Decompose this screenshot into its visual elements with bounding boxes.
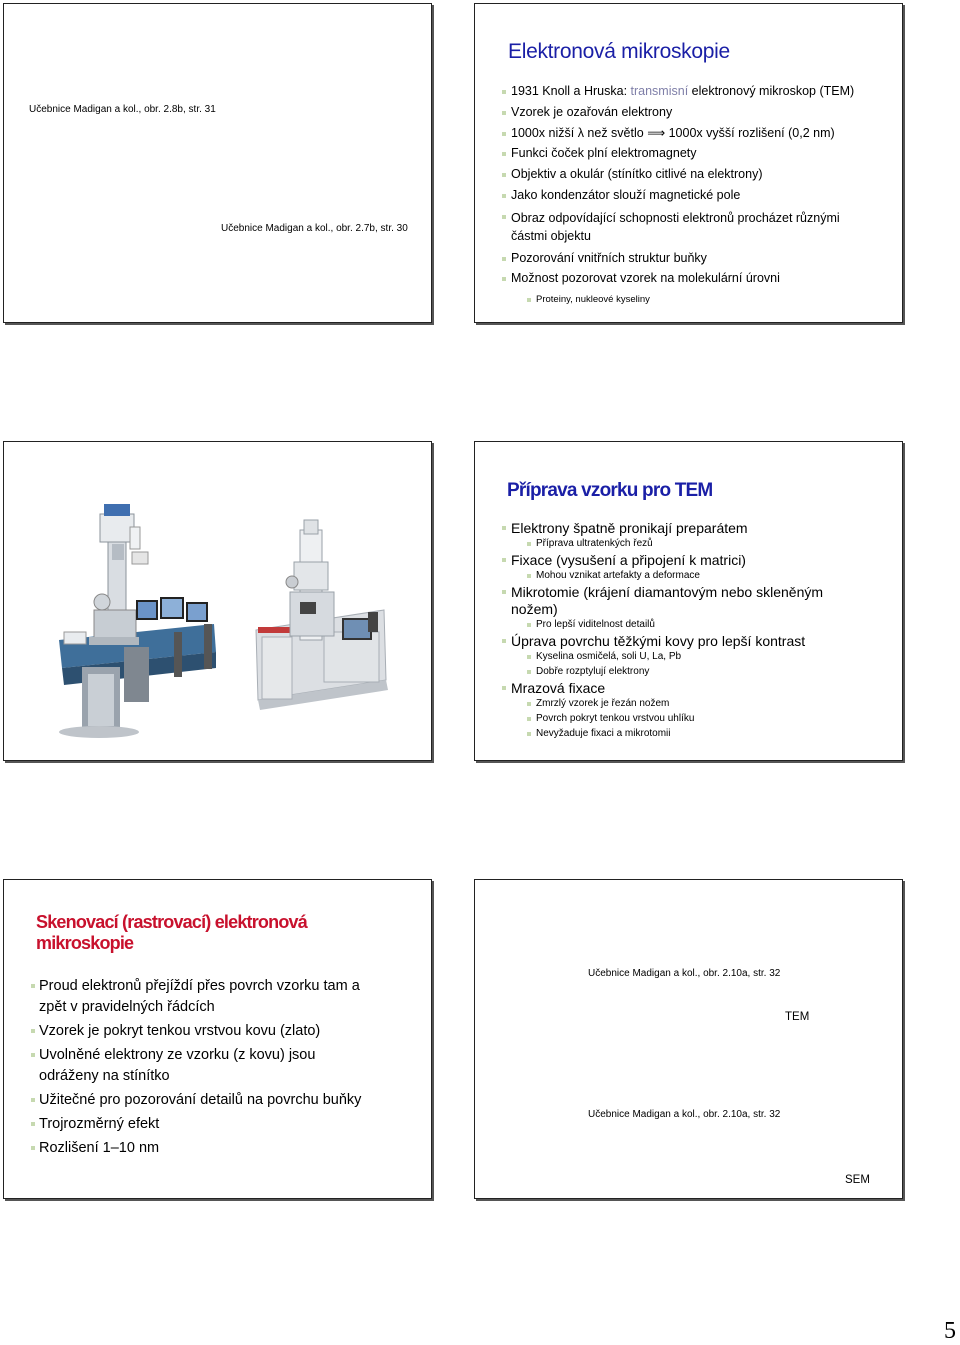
list-subitem: Zmrzlý vzorek je řezán nožem <box>527 697 897 711</box>
bullet-list <box>31 976 391 1162</box>
slide-title: Příprava vzorku pro TEM <box>507 480 713 501</box>
list-item: Elektrony špatně pronikají preparátem <box>502 520 897 537</box>
microscope-left-image <box>59 504 216 738</box>
list-subitem: Kyselina osmičelá, soli U, La, Pb <box>527 650 897 664</box>
list-item: Vzorek je ozařován elektrony <box>502 105 897 120</box>
list-subitem: Příprava ultratenkých řezů <box>527 537 897 551</box>
list-subitem: Dobře rozptylují elektrony <box>527 665 897 679</box>
figure-caption-bottom: Učebnice Madigan a kol., obr. 2.7b, str. 30 <box>221 223 408 234</box>
list-item: Rozlišení 1–10 nm <box>31 1138 391 1159</box>
slide-scanning-em <box>3 879 432 1199</box>
list-item: Proud elektronů přejíždí přes povrch vzorku tam a zpět v pravidelných řádcích <box>31 976 391 1018</box>
list-item: Vzorek je pokryt tenkou vrstvou kovu (zlato) <box>31 1021 391 1042</box>
list-item: Funkci čoček plní elektromagnety <box>502 146 897 161</box>
list-item: Užitečné pro pozorování detailů na povrchu buňky <box>31 1090 391 1111</box>
list-item: Pozorování vnitřních struktur buňky <box>502 251 897 266</box>
figure-caption-top: Učebnice Madigan a kol., obr. 2.8b, str. 31 <box>29 104 216 115</box>
figure-caption-sem: Učebnice Madigan a kol., obr. 2.10a, str. 32 <box>588 1109 781 1120</box>
slide-title: Elektronová mikroskopie <box>508 40 730 63</box>
slide-electron-microscopy <box>474 3 903 323</box>
list-item: Objektiv a okulár (stínítko citlivé na elektrony) <box>502 167 897 182</box>
list-item: Možnost pozorovat vzorek na molekulární úrovni <box>502 271 897 286</box>
slide-microscope-photos <box>3 441 432 761</box>
list-subitem: Pro lepší viditelnost detailů <box>527 618 897 632</box>
list-item: Mikrotomie (krájení diamantovým nebo skleněným nožem) <box>502 584 871 618</box>
slide-tem-sem-figures <box>474 879 903 1199</box>
figure-caption-tem: Učebnice Madigan a kol., obr. 2.10a, str. 32 <box>588 968 781 979</box>
list-item: Obraz odpovídající schopnosti elektronů procházet různými částmi objektu <box>502 209 871 245</box>
list-subitem: Povrch pokryt tenkou vrstvou uhlíku <box>527 712 897 726</box>
microscope-images <box>4 442 431 760</box>
slide-title: Skenovací (rastrovací) elektronová mikroskopie <box>36 912 307 953</box>
sem-label: SEM <box>845 1174 870 1186</box>
list-item: Uvolněné elektrony ze vzorku (z kovu) jsou odráženy na stínítko <box>31 1045 339 1087</box>
list-item: Trojrozměrný efekt <box>31 1114 391 1135</box>
list-item: Jako kondenzátor slouží magnetické pole <box>502 188 897 203</box>
list-item: 1931 Knoll a Hruska: transmisní elektronový mikroskop (TEM) <box>502 84 897 99</box>
microscope-right-image <box>256 520 388 710</box>
list-item: Úprava povrchu těžkými kovy pro lepší kontrast <box>502 633 897 650</box>
bullet-list <box>502 84 897 313</box>
list-subitem: Nevyžaduje fixaci a mikrotomii <box>527 727 897 741</box>
list-item: Mrazová fixace <box>502 680 897 697</box>
page-number: 5 <box>944 1318 956 1344</box>
list-subitem: Proteiny, nukleové kyseliny <box>527 292 897 307</box>
tem-label: TEM <box>785 1011 810 1023</box>
implies-arrow-icon: ⟹ <box>647 125 666 140</box>
bullet-list <box>502 520 897 742</box>
list-item: 1000x nižší λ než světlo ⟹ 1000x vyšší rozlišení (0,2 nm) <box>502 126 897 141</box>
slide-tem-sample-prep <box>474 441 903 761</box>
list-subitem: Mohou vznikat artefakty a deformace <box>527 569 897 583</box>
slide-figures-captions <box>3 3 432 323</box>
list-item: Fixace (vysušení a připojení k matrici) <box>502 552 897 569</box>
